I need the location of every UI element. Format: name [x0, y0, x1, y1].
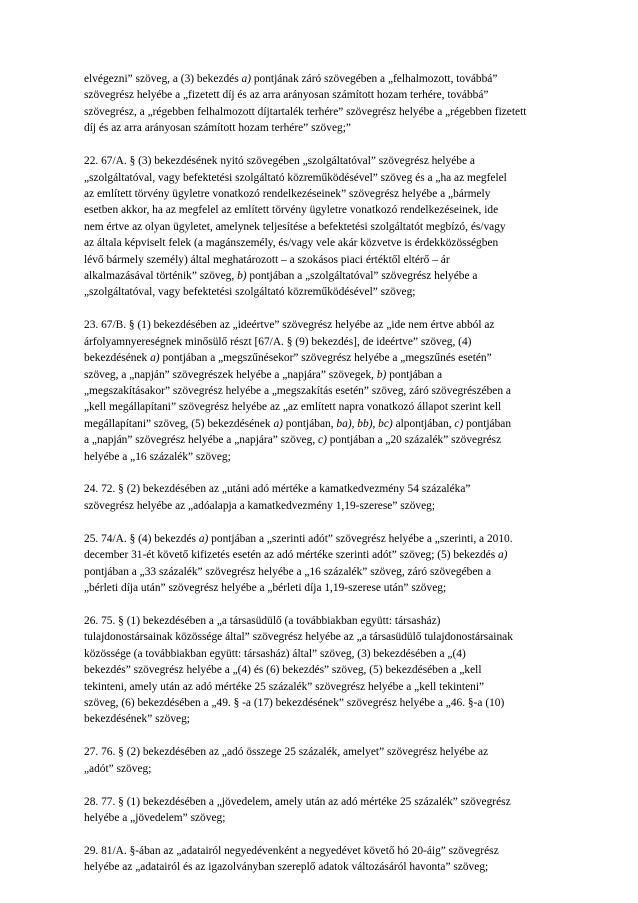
text-run: „kell megállapítani” szövegrész helyébe az „az említett napra vonatkozó állapot szerint kell	[84, 401, 502, 414]
text-line	[84, 531, 560, 547]
text-run: a „napján” szövegrész helyébe a „napjára” szöveg,	[84, 434, 319, 447]
italic-text-run: b)	[237, 269, 247, 282]
paragraph	[84, 71, 560, 137]
text-line	[84, 646, 560, 662]
text-run: „megszakításakor” szövegrész helyébe a „megszakítás esetén” szöveg, záró szövegrészében a	[84, 384, 511, 397]
text-run: díj és az arra arányosan számított hozam terhére” szöveg;”	[84, 122, 351, 135]
text-run: pontjának záró szövegében a „felhalmozott, továbbá”	[251, 73, 498, 85]
text-line	[84, 367, 560, 383]
text-line	[84, 481, 560, 497]
text-run: szöveg, (6) bekezdésében a „49. § -a (17) bekezdésének” szövegrész helyébe a „46. §-a (10)	[84, 696, 505, 709]
text-run: bekezdésének	[84, 352, 151, 365]
paragraph	[84, 531, 560, 597]
text-line	[84, 104, 560, 120]
text-line	[84, 662, 560, 678]
text-line	[84, 202, 560, 218]
text-line	[84, 859, 560, 875]
text-line	[84, 761, 560, 777]
text-line	[84, 252, 560, 268]
text-run: elvégezni” szöveg, a (3) bekezdés	[84, 73, 242, 85]
text-run: 22. 67/A. § (3) bekezdésének nyitó szövegében „szolgáltatóval” szövegrész helyébe a	[84, 155, 475, 168]
text-run: december 31-ét követő kifizetés esetén az adó mértéke szerinti adót” szöveg; (5) bekezdés	[84, 549, 498, 562]
text-run: helyébe a „jövedelem” szöveg;	[84, 811, 226, 824]
text-run: tulajdonostársainak közössége által” szövegrész helyébe az „a társasüdülő tulajdonostársainak	[84, 631, 513, 644]
text-run: az említett törvény ügyletre vonatkozó rendelkezéseinek” szövegrész helyébe a „bármely	[84, 187, 491, 200]
paragraph	[84, 481, 560, 514]
text-line	[84, 284, 560, 300]
paragraph	[84, 153, 560, 301]
text-run: pontjában a „szolgáltatóval” szövegrész helyébe a	[246, 269, 478, 282]
paragraph	[84, 744, 560, 777]
text-run: tekinteni, amely után az adó mértéke 25 százalék” szövegrész helyébe a „kell tekinteni”	[84, 680, 485, 693]
italic-text-run: c)	[454, 417, 464, 430]
text-run: pontjában a „33 százalék” szövegrész helyébe a „16 százalék” szöveg, záró szövegében a	[84, 565, 491, 578]
text-line	[84, 498, 560, 514]
text-run: megállapítani” szöveg, (5) bekezdésének	[84, 417, 274, 430]
text-line	[84, 711, 560, 727]
text-line	[84, 547, 560, 563]
document-body	[84, 71, 560, 876]
text-line	[84, 317, 560, 333]
italic-text-run: c)	[318, 434, 327, 447]
paragraph	[84, 794, 560, 827]
text-run: helyébe a „16 százalék” szöveg;	[84, 450, 231, 463]
text-line	[84, 449, 560, 465]
text-run: szövegrész, a „régebben felhalmozott díjtartalék terhére” szövegrész helyébe a „régebben fizetett	[84, 105, 527, 118]
text-run: „szolgáltatóval, vagy befektetési szolgáltató közreműködésével” szöveg;	[84, 286, 416, 299]
text-line	[84, 383, 560, 399]
paragraph	[84, 843, 560, 876]
text-run: 29. 81/A. §-ában az „adatairól negyedévenként a negyedévet követő hó 20-áig” szövegrész	[84, 844, 499, 857]
text-run: pontjában a „megszűnésekor” szövegrész helyébe a „megszűnés esetén”	[159, 352, 492, 365]
text-run: szövegrész helyébe az „adóalapja a kamatkedvezmény 1,19-szerese” szöveg;	[84, 499, 436, 512]
text-line	[84, 170, 560, 186]
text-run: bekezdés” szövegrész helyébe a „(4) és (6) bekezdés” szöveg, (5) bekezdésében a „kell	[84, 664, 482, 677]
text-run: lévő bármely személy) által meghatározott – a szokásos piaci értéktől eltérő – ár	[84, 253, 450, 266]
text-run: közössége (a továbbiakban együtt: társasház) által” szöveg, (3) bekezdésében a „(4)	[84, 647, 466, 660]
text-line	[84, 564, 560, 580]
italic-text-run: a)	[497, 549, 508, 562]
text-run: pontjában	[463, 417, 512, 430]
text-run: szöveg, a „napján” szövegrészek helyébe a „napjára” szövegek,	[84, 368, 377, 381]
italic-text-run: ba), bb), bc)	[336, 417, 393, 430]
text-run: nem értve az olyan ügyletet, amelynek teljesítése a befektetési szolgáltatót megbízó, és/vagy	[84, 220, 506, 233]
text-run: esetben akkor, ha az megfelel az említett törvény ügyletre vonatkozó rendelkezéseinek, ide	[84, 204, 499, 217]
text-line	[84, 71, 560, 87]
text-run: pontjában a	[386, 368, 443, 381]
italic-text-run: b)	[376, 368, 387, 381]
text-run: „adót” szöveg;	[84, 762, 152, 775]
text-line	[84, 679, 560, 695]
italic-text-run: a)	[198, 532, 209, 545]
italic-text-run: a)	[241, 73, 251, 85]
text-run: 24. 72. § (2) bekezdésében az „utáni adó mértéke a kamatkedvezmény 54 százaléka”	[84, 483, 471, 496]
text-line	[84, 843, 560, 859]
text-line	[84, 87, 560, 103]
text-run: pontjában a „20 százalék” szövegrész	[326, 434, 502, 447]
text-run: az általa képviselt felek (a magánszemély, és/vagy vele akár közvetve is érdekközösségben	[84, 237, 499, 250]
paragraph	[84, 317, 560, 465]
text-run: bekezdésének” szöveg;	[84, 713, 190, 726]
text-line	[84, 416, 560, 432]
text-line	[84, 810, 560, 826]
text-line	[84, 432, 560, 448]
text-run: árfolyamnyereségnek minősülő részt [67/A. § (9) bekezdés], de ideértve” szöveg, (4)	[84, 335, 472, 348]
text-run: helyébe az „adatairól és az igazolványban szereplő adatok változásáról havonta” szöveg;	[84, 861, 489, 874]
text-run: alpontjában,	[392, 417, 455, 430]
text-run: 23. 67/B. § (1) bekezdésében az „ideértve” szövegrész helyébe az „ide nem értve abból az	[84, 319, 495, 332]
text-run: „bérleti díja után” szövegrész helyébe a „bérleti díja 1,19-szerese után” szöveg;	[84, 581, 447, 594]
text-run: alkalmazásával történik” szöveg,	[84, 269, 238, 282]
italic-text-run: a)	[273, 417, 283, 430]
text-run: „szolgáltatóval, vagy befektetési szolgáltató közreműködésével” szöveg és a „ha az megfelel	[84, 171, 507, 184]
text-line	[84, 613, 560, 629]
text-line	[84, 120, 560, 136]
text-run: szövegrész helyébe a „fizetett díj és az arra arányosan számított hozam terhére, továbbá”	[84, 89, 489, 102]
text-line	[84, 350, 560, 366]
text-line	[84, 580, 560, 596]
text-line	[84, 695, 560, 711]
text-run: 25. 74/A. § (4) bekezdés	[84, 532, 199, 545]
text-line	[84, 334, 560, 350]
text-run: 28. 77. § (1) bekezdésében a „jövedelem, amely után az adó mértéke 25 százalék” szövegrész	[84, 795, 511, 808]
paragraph	[84, 613, 560, 728]
text-run: pontjában a „szerinti adót” szövegrész helyébe a „szerinti, a 2010.	[208, 532, 513, 545]
text-line	[84, 153, 560, 169]
text-line	[84, 219, 560, 235]
italic-text-run: a)	[150, 352, 160, 365]
text-line	[84, 794, 560, 810]
text-run: 27. 76. § (2) bekezdésében az „adó összege 25 százalék, amelyet” szövegrész helyébe az	[84, 746, 489, 759]
text-line	[84, 399, 560, 415]
text-run: 26. 75. § (1) bekezdésében a „a társasüdülő (a továbbiakban együtt: társasház)	[84, 614, 441, 627]
text-line	[84, 186, 560, 202]
text-run: pontjában,	[282, 417, 337, 430]
text-line	[84, 629, 560, 645]
text-line	[84, 268, 560, 284]
text-line	[84, 744, 560, 760]
text-line	[84, 235, 560, 251]
